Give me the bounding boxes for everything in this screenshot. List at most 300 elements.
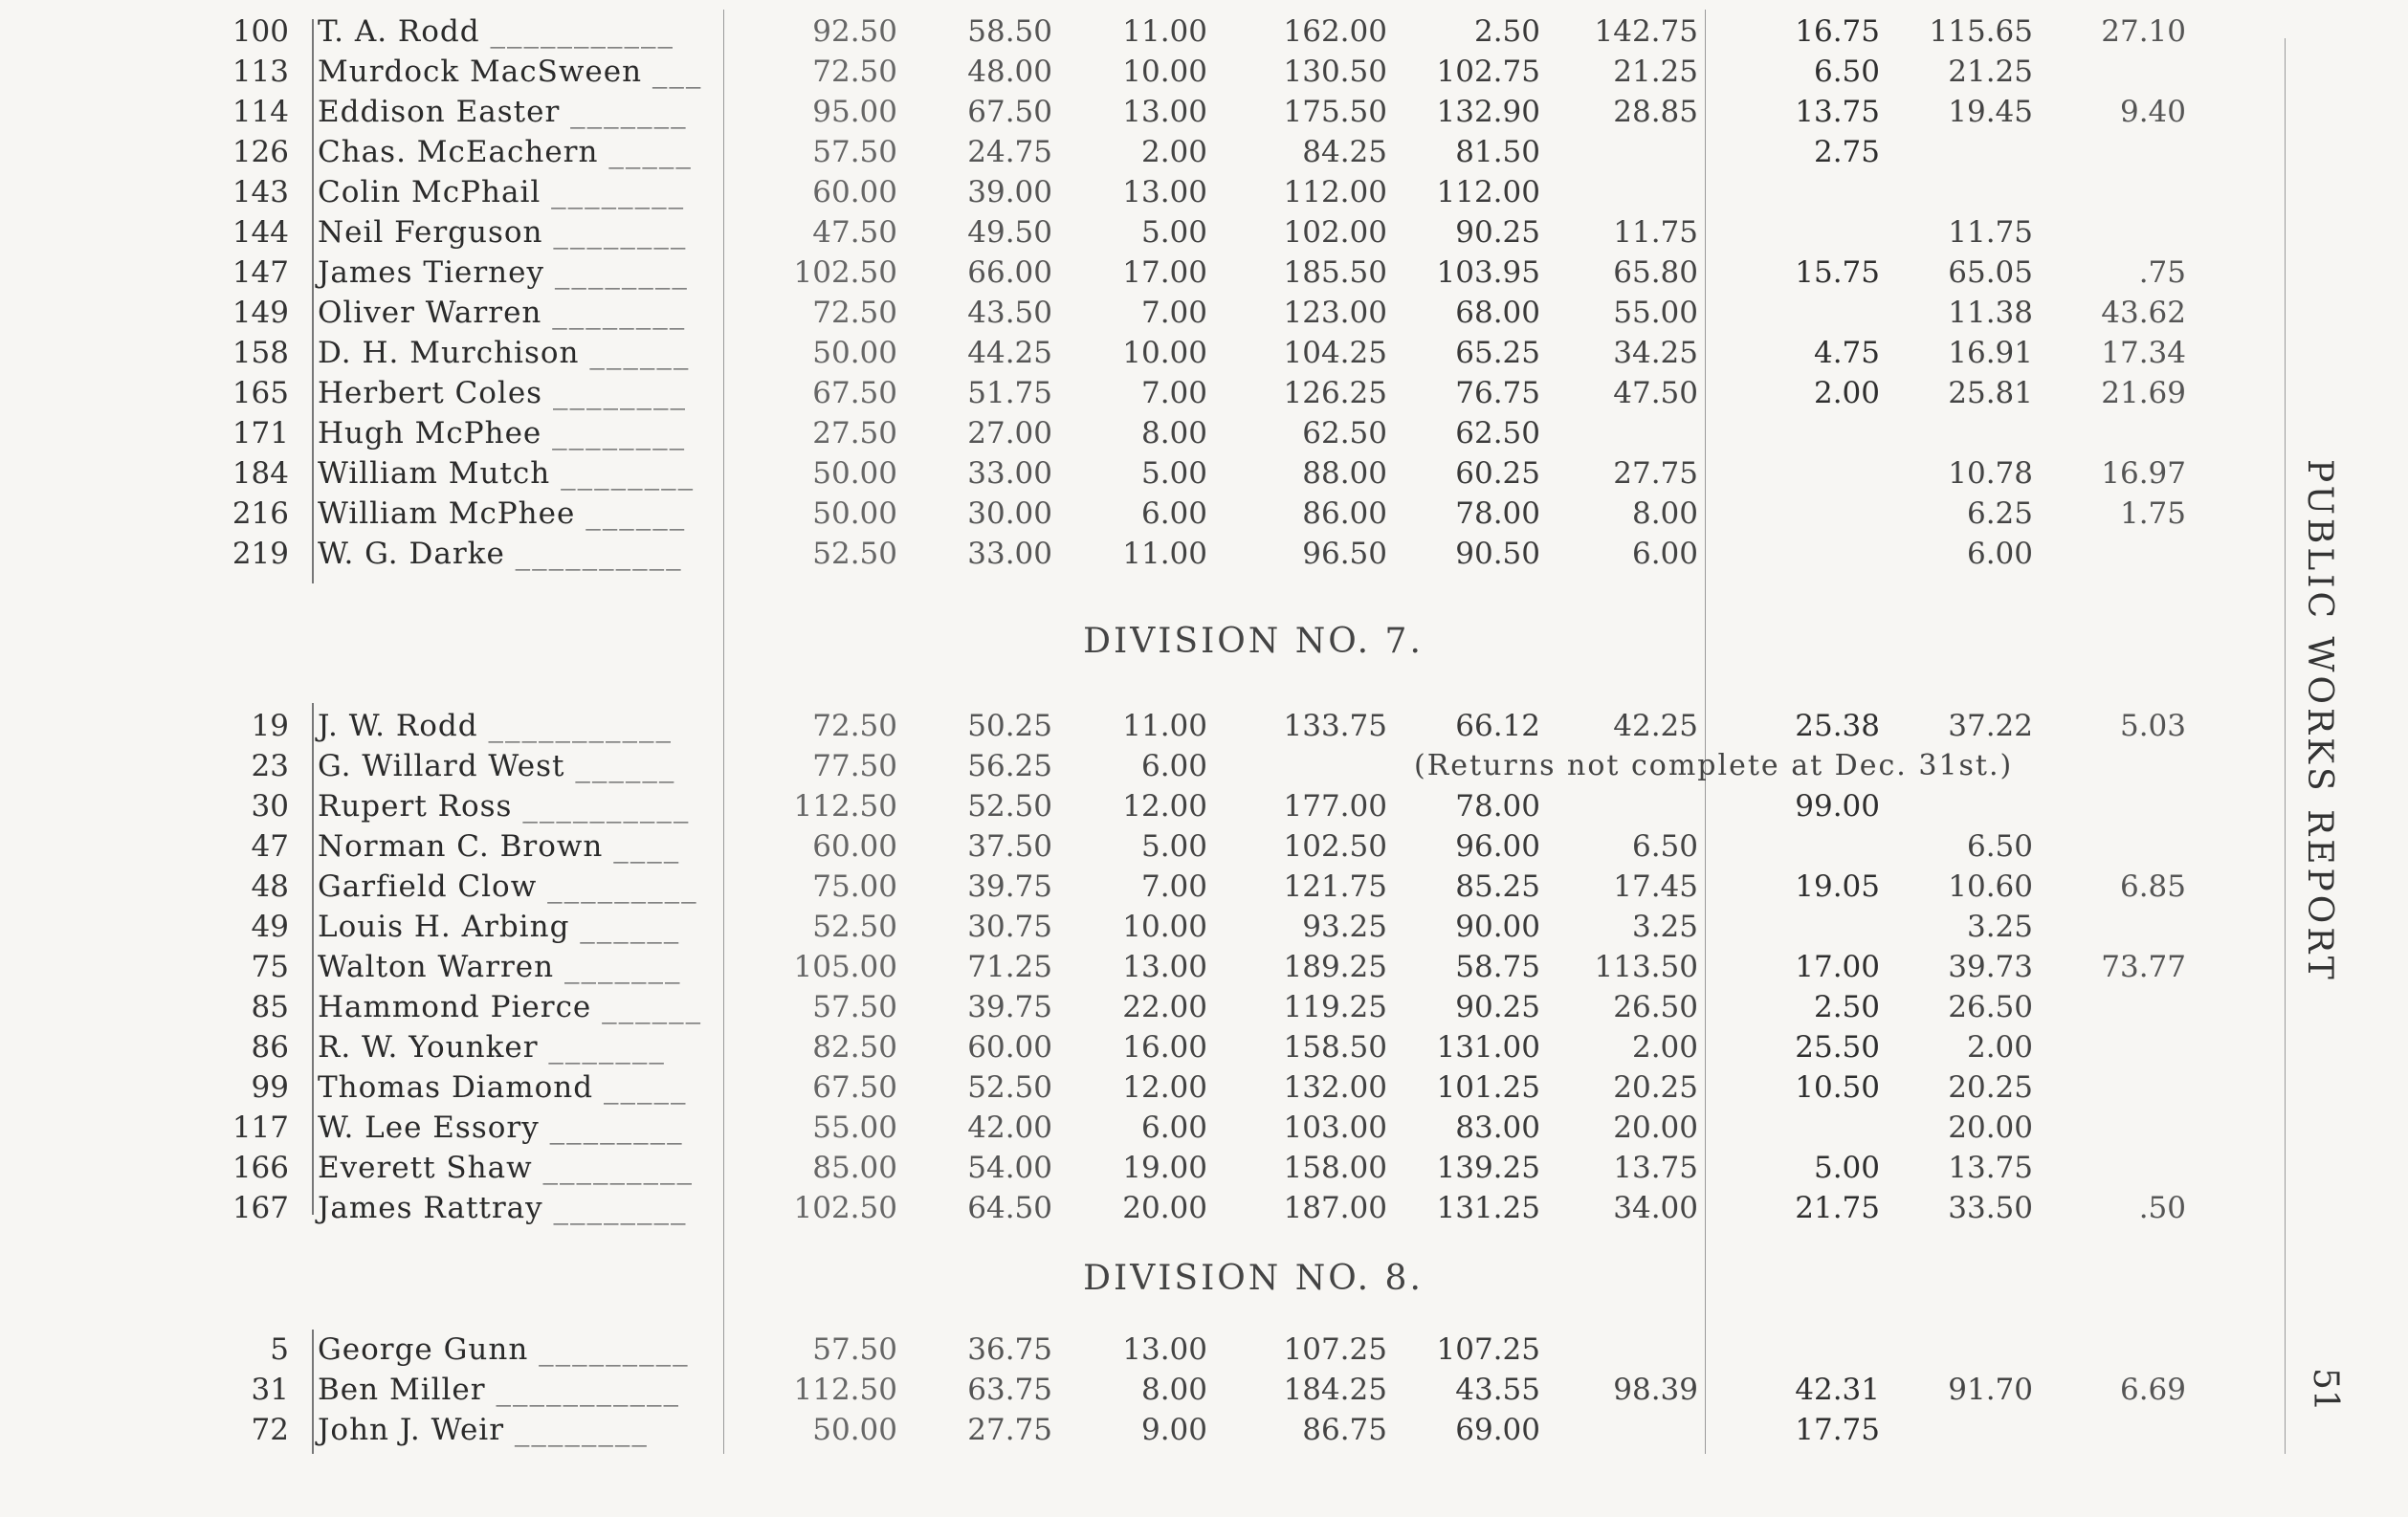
amount-cell: 6.50	[1966, 829, 2033, 864]
amount-cell: 75.00	[812, 869, 897, 904]
amount-cell: 21.75	[1795, 1191, 1880, 1225]
overseer-name: Ben Miller ___________	[318, 1373, 680, 1407]
amount-cell	[2047, 413, 2186, 453]
amount-cell: 30.75	[967, 910, 1052, 944]
amount-cell: 56.25	[967, 749, 1052, 783]
table-row	[0, 373, 2200, 413]
amount-cell: 27.00	[967, 416, 1052, 451]
amount-cell: 62.50	[1455, 416, 1540, 451]
table-row	[0, 413, 2200, 453]
road-number: 47	[251, 829, 289, 864]
amount-cell	[2047, 534, 2186, 574]
amount-cell: 34.00	[1613, 1191, 1698, 1225]
road-number: 48	[251, 869, 289, 904]
table-row	[0, 1370, 2200, 1410]
amount-cell: 52.50	[812, 537, 897, 571]
table-row	[0, 11, 2200, 52]
amount-cell: 102.75	[1436, 55, 1540, 89]
road-number: 117	[232, 1110, 289, 1145]
amount-cell: 64.50	[967, 1191, 1052, 1225]
road-number: 49	[251, 910, 289, 944]
amount-cell: 85.00	[812, 1151, 897, 1185]
page-number: 51	[2306, 1368, 2345, 1412]
amount-cell: 16.91	[1948, 336, 2033, 370]
amount-cell: 78.00	[1455, 789, 1540, 824]
running-head: PUBLIC WORKS REPORT	[2300, 459, 2339, 983]
road-number: 167	[232, 1191, 289, 1225]
road-number: 166	[232, 1151, 289, 1185]
road-number: 184	[232, 456, 289, 491]
amount-cell: 162.00	[1283, 14, 1387, 49]
division-heading: DIVISION NO. 8.	[1083, 1259, 1424, 1298]
amount-cell	[1722, 1108, 1880, 1148]
amount-cell: 139.25	[1436, 1151, 1540, 1185]
amount-cell: 6.50	[1813, 55, 1880, 89]
table-row	[0, 867, 2200, 907]
amount-cell: 7.00	[1140, 376, 1207, 410]
amount-cell: 47.50	[812, 215, 897, 250]
table-row	[0, 1108, 2200, 1148]
amount-cell: 19.00	[1122, 1151, 1207, 1185]
amount-cell: 13.75	[1613, 1151, 1698, 1185]
amount-cell: 28.85	[1613, 95, 1698, 129]
amount-cell: 48.00	[967, 55, 1052, 89]
amount-cell: 99.00	[1795, 789, 1880, 824]
table-row	[0, 987, 2200, 1027]
overseer-name: W. G. Darke __________	[318, 537, 683, 571]
amount-cell: 17.00	[1122, 255, 1207, 290]
amount-cell: 33.00	[967, 456, 1052, 491]
overseer-name: William Mutch ________	[318, 456, 696, 491]
amount-cell	[2047, 1108, 2186, 1148]
table-row	[0, 1188, 2200, 1228]
amount-cell: 20.25	[1948, 1070, 2033, 1105]
overseer-name: J. W. Rodd ___________	[318, 709, 673, 743]
amount-cell: 57.50	[812, 1332, 897, 1367]
amount-cell	[2047, 1330, 2186, 1370]
overseer-name: R. W. Younker _______	[318, 1030, 666, 1065]
overseer-name: G. Willard West ______	[318, 749, 676, 783]
amount-cell: 81.50	[1455, 135, 1540, 169]
amount-cell: 90.25	[1455, 990, 1540, 1024]
overseer-name: James Rattray ________	[318, 1191, 688, 1225]
amount-cell	[2047, 1027, 2186, 1067]
amount-cell: 2.50	[1813, 990, 1880, 1024]
amount-cell: 112.50	[793, 789, 897, 824]
amount-cell: 72.50	[812, 55, 897, 89]
amount-cell: 132.00	[1283, 1070, 1387, 1105]
amount-cell: 30.00	[967, 496, 1052, 531]
amount-cell: 12.00	[1122, 1070, 1207, 1105]
amount-cell	[1894, 172, 2033, 212]
amount-cell	[1722, 826, 1880, 867]
amount-cell: 11.38	[1948, 296, 2033, 330]
amount-cell: 27.75	[967, 1413, 1052, 1447]
amount-cell: 51.75	[967, 376, 1052, 410]
overseer-name: Herbert Coles ________	[318, 376, 687, 410]
amount-cell: 98.39	[1613, 1373, 1698, 1407]
amount-cell: 43.55	[1455, 1373, 1540, 1407]
amount-cell: 20.25	[1613, 1070, 1698, 1105]
amount-cell: 11.75	[1948, 215, 2033, 250]
amount-cell: 9.00	[1140, 1413, 1207, 1447]
road-number: 86	[251, 1030, 289, 1065]
amount-cell	[1722, 534, 1880, 574]
table-row	[0, 947, 2200, 987]
amount-cell	[1894, 132, 2033, 172]
amount-cell: 26.50	[1613, 990, 1698, 1024]
amount-cell: 5.00	[1813, 1151, 1880, 1185]
amount-cell: 65.80	[1613, 255, 1698, 290]
returns-note: (Returns not complete at Dec. 31st.)	[1414, 749, 2014, 782]
amount-cell: 52.50	[967, 1070, 1052, 1105]
amount-cell	[2047, 1410, 2186, 1450]
amount-cell: 103.00	[1283, 1110, 1387, 1145]
amount-cell: 96.00	[1455, 829, 1540, 864]
amount-cell: 17.34	[2101, 336, 2186, 370]
amount-cell: 184.25	[1283, 1373, 1387, 1407]
amount-cell: 66.00	[967, 255, 1052, 290]
road-number: 99	[251, 1070, 289, 1105]
amount-cell: 25.81	[1948, 376, 2033, 410]
amount-cell: .50	[2138, 1191, 2186, 1225]
amount-cell: 15.75	[1795, 255, 1880, 290]
table-row	[0, 253, 2200, 293]
road-number: 5	[270, 1332, 289, 1367]
amount-cell: 43.62	[2101, 296, 2186, 330]
amount-cell: 10.78	[1948, 456, 2033, 491]
amount-cell: 10.00	[1122, 55, 1207, 89]
road-number: 147	[232, 255, 289, 290]
amount-cell: 4.75	[1813, 336, 1880, 370]
amount-cell: 189.25	[1283, 950, 1387, 984]
amount-cell: 42.31	[1795, 1373, 1880, 1407]
amount-cell: 44.25	[967, 336, 1052, 370]
amount-cell	[2047, 826, 2186, 867]
amount-cell: 6.50	[1631, 829, 1698, 864]
amount-cell: 57.50	[812, 135, 897, 169]
amount-cell: 10.00	[1122, 910, 1207, 944]
overseer-name: Garfield Clow _________	[318, 869, 698, 904]
overseer-name: Oliver Warren ________	[318, 296, 687, 330]
amount-cell: 6.00	[1966, 537, 2033, 571]
amount-cell: 33.00	[967, 537, 1052, 571]
overseer-name: Walton Warren _______	[318, 950, 682, 984]
amount-cell: 55.00	[812, 1110, 897, 1145]
table-row	[0, 786, 2200, 826]
amount-cell: 19.45	[1948, 95, 2033, 129]
amount-cell: 50.00	[812, 336, 897, 370]
amount-cell: 93.25	[1302, 910, 1387, 944]
amount-cell: 6.25	[1966, 496, 2033, 531]
road-number: 114	[232, 95, 289, 129]
amount-cell: 105.00	[793, 950, 897, 984]
amount-cell: 3.25	[1966, 910, 2033, 944]
amount-cell	[2047, 132, 2186, 172]
division-heading: DIVISION NO. 7.	[1083, 622, 1424, 661]
amount-cell: 52.50	[967, 789, 1052, 824]
amount-cell: 11.75	[1613, 215, 1698, 250]
amount-cell: 58.75	[1455, 950, 1540, 984]
amount-cell: 2.00	[1140, 135, 1207, 169]
amount-cell: 50.00	[812, 1413, 897, 1447]
amount-cell: 82.50	[812, 1030, 897, 1065]
amount-cell: .75	[2138, 255, 2186, 290]
table-row	[0, 52, 2200, 92]
amount-cell: 9.40	[2119, 95, 2186, 129]
amount-cell: 20.00	[1948, 1110, 2033, 1145]
amount-cell: 107.25	[1283, 1332, 1387, 1367]
amount-cell: 39.73	[1948, 950, 2033, 984]
amount-cell	[1894, 1410, 2033, 1450]
overseer-name: Colin McPhail ________	[318, 175, 686, 209]
amount-cell: 57.50	[812, 990, 897, 1024]
amount-cell	[2047, 52, 2186, 92]
amount-cell: 17.75	[1795, 1413, 1880, 1447]
road-number: 158	[232, 336, 289, 370]
amount-cell: 119.25	[1283, 990, 1387, 1024]
table-row	[0, 1148, 2200, 1188]
amount-cell: 90.50	[1455, 537, 1540, 571]
amount-cell	[1722, 293, 1880, 333]
amount-cell: 58.50	[967, 14, 1052, 49]
amount-cell: 107.25	[1436, 1332, 1540, 1367]
amount-cell: 2.00	[1966, 1030, 2033, 1065]
amount-cell: 27.75	[1613, 456, 1698, 491]
amount-cell: 34.25	[1613, 336, 1698, 370]
amount-cell	[1722, 172, 1880, 212]
amount-cell: 13.00	[1122, 95, 1207, 129]
amount-cell: 6.69	[2119, 1373, 2186, 1407]
amount-cell	[1722, 907, 1880, 947]
amount-cell: 12.00	[1122, 789, 1207, 824]
amount-cell: 2.75	[1813, 135, 1880, 169]
amount-cell: 7.00	[1140, 869, 1207, 904]
amount-cell: 60.00	[812, 175, 897, 209]
amount-cell: 36.75	[967, 1332, 1052, 1367]
amount-cell: 60.00	[967, 1030, 1052, 1065]
amount-cell: 130.50	[1283, 55, 1387, 89]
table-row	[0, 1410, 2200, 1450]
amount-cell: 33.50	[1948, 1191, 2033, 1225]
amount-cell: 11.00	[1122, 14, 1207, 49]
amount-cell: 112.50	[793, 1373, 897, 1407]
road-number: 126	[232, 135, 289, 169]
amount-cell: 39.00	[967, 175, 1052, 209]
amount-cell: 2.00	[1813, 376, 1880, 410]
amount-cell	[1550, 1330, 1698, 1370]
amount-cell: 92.50	[812, 14, 897, 49]
amount-cell: 8.00	[1140, 416, 1207, 451]
table-row	[0, 746, 2200, 786]
amount-cell: 37.22	[1948, 709, 2033, 743]
amount-cell: 2.00	[1631, 1030, 1698, 1065]
amount-cell: 6.00	[1140, 749, 1207, 783]
amount-cell: 6.00	[1140, 496, 1207, 531]
amount-cell: 68.00	[1455, 296, 1540, 330]
road-number: 75	[251, 950, 289, 984]
amount-cell: 84.25	[1302, 135, 1387, 169]
amount-cell: 16.00	[1122, 1030, 1207, 1065]
overseer-name: Everett Shaw _________	[318, 1151, 694, 1185]
amount-cell: 55.00	[1613, 296, 1698, 330]
amount-cell: 86.75	[1302, 1413, 1387, 1447]
amount-cell: 50.00	[812, 456, 897, 491]
amount-cell	[1722, 494, 1880, 534]
road-number: 219	[232, 537, 289, 571]
amount-cell: 37.50	[967, 829, 1052, 864]
amount-cell: 131.25	[1436, 1191, 1540, 1225]
amount-cell: 102.00	[1283, 215, 1387, 250]
amount-cell	[1550, 172, 1698, 212]
amount-cell: 13.75	[1948, 1151, 2033, 1185]
amount-cell: 2.50	[1473, 14, 1540, 49]
table-row	[0, 212, 2200, 253]
amount-cell	[2047, 172, 2186, 212]
amount-cell: 26.50	[1948, 990, 2033, 1024]
amount-cell: 66.12	[1455, 709, 1540, 743]
amount-cell: 3.25	[1631, 910, 1698, 944]
amount-cell: 24.75	[967, 135, 1052, 169]
amount-cell: 10.60	[1948, 869, 2033, 904]
amount-cell: 132.90	[1436, 95, 1540, 129]
amount-cell: 95.00	[812, 95, 897, 129]
road-number: 19	[251, 709, 289, 743]
amount-cell: 72.50	[812, 296, 897, 330]
amount-cell: 8.00	[1631, 496, 1698, 531]
table-row	[0, 333, 2200, 373]
amount-cell: 71.25	[967, 950, 1052, 984]
amount-cell: 133.75	[1283, 709, 1387, 743]
amount-cell: 21.25	[1613, 55, 1698, 89]
road-number: 216	[232, 496, 289, 531]
amount-cell: 112.00	[1436, 175, 1540, 209]
amount-cell: 102.50	[1283, 829, 1387, 864]
table-row	[0, 494, 2200, 534]
amount-cell	[1722, 212, 1880, 253]
amount-cell: 21.69	[2101, 376, 2186, 410]
amount-cell: 86.00	[1302, 496, 1387, 531]
amount-cell: 60.00	[812, 829, 897, 864]
amount-cell: 13.00	[1122, 175, 1207, 209]
overseer-name: James Tierney ________	[318, 255, 689, 290]
amount-cell: 6.00	[1631, 537, 1698, 571]
amount-cell	[1722, 413, 1880, 453]
amount-cell: 16.97	[2101, 456, 2186, 491]
amount-cell	[1894, 786, 2033, 826]
amount-cell: 11.00	[1122, 537, 1207, 571]
amount-cell: 78.00	[1455, 496, 1540, 531]
overseer-name: Rupert Ross __________	[318, 789, 691, 824]
amount-cell: 19.05	[1795, 869, 1880, 904]
amount-cell: 63.75	[967, 1373, 1052, 1407]
amount-cell: 6.85	[2119, 869, 2186, 904]
table-row	[0, 1067, 2200, 1108]
amount-cell: 65.05	[1948, 255, 2033, 290]
table-row	[0, 1027, 2200, 1067]
overseer-name: George Gunn _________	[318, 1332, 690, 1367]
road-number: 149	[232, 296, 289, 330]
amount-cell: 11.00	[1122, 709, 1207, 743]
amount-cell	[1722, 453, 1880, 494]
road-number: 165	[232, 376, 289, 410]
amount-cell: 90.00	[1455, 910, 1540, 944]
table-row	[0, 534, 2200, 574]
amount-cell: 112.00	[1283, 175, 1387, 209]
table-row	[0, 132, 2200, 172]
table-row	[0, 907, 2200, 947]
amount-cell: 42.00	[967, 1110, 1052, 1145]
amount-cell: 158.00	[1283, 1151, 1387, 1185]
amount-cell: 177.00	[1283, 789, 1387, 824]
amount-cell	[1894, 1330, 2033, 1370]
amount-cell: 16.75	[1795, 14, 1880, 49]
amount-cell: 10.00	[1122, 336, 1207, 370]
amount-cell: 185.50	[1283, 255, 1387, 290]
amount-cell: 54.00	[967, 1151, 1052, 1185]
amount-cell: 67.50	[967, 95, 1052, 129]
table-row	[0, 706, 2200, 746]
amount-cell: 88.00	[1302, 456, 1387, 491]
overseer-name: Hammond Pierce ______	[318, 990, 703, 1024]
amount-cell	[1722, 1330, 1880, 1370]
amount-cell: 121.75	[1283, 869, 1387, 904]
road-number: 100	[232, 14, 289, 49]
amount-cell	[2047, 987, 2186, 1027]
amount-cell: 21.25	[1948, 55, 2033, 89]
amount-cell	[2047, 786, 2186, 826]
amount-cell: 27.50	[812, 416, 897, 451]
amount-cell: 96.50	[1302, 537, 1387, 571]
amount-cell	[1550, 132, 1698, 172]
table-row	[0, 293, 2200, 333]
amount-cell: 52.50	[812, 910, 897, 944]
amount-cell: 77.50	[812, 749, 897, 783]
overseer-name: Eddison Easter _______	[318, 95, 688, 129]
overseer-name: Murdock MacSween ___	[318, 55, 703, 89]
amount-cell	[1550, 1410, 1698, 1450]
amount-cell: 103.95	[1436, 255, 1540, 290]
amount-cell: 25.50	[1795, 1030, 1880, 1065]
overseer-name: W. Lee Essory ________	[318, 1110, 684, 1145]
road-number: 31	[251, 1373, 289, 1407]
overseer-name: Chas. McEachern _____	[318, 135, 693, 169]
amount-cell	[2047, 212, 2186, 253]
amount-cell: 101.25	[1436, 1070, 1540, 1105]
amount-cell: 69.00	[1455, 1413, 1540, 1447]
amount-cell: 17.45	[1613, 869, 1698, 904]
overseer-name: Louis H. Arbing ______	[318, 910, 681, 944]
amount-cell: 142.75	[1594, 14, 1698, 49]
amount-cell: 131.00	[1436, 1030, 1540, 1065]
amount-cell: 22.00	[1122, 990, 1207, 1024]
amount-cell: 115.65	[1929, 14, 2033, 49]
overseer-name: Hugh McPhee ________	[318, 416, 687, 451]
road-number: 113	[232, 55, 289, 89]
table-row	[0, 1330, 2200, 1370]
amount-cell: 13.75	[1795, 95, 1880, 129]
amount-cell: 60.25	[1455, 456, 1540, 491]
amount-cell: 13.00	[1122, 950, 1207, 984]
amount-cell: 187.00	[1283, 1191, 1387, 1225]
road-number: 85	[251, 990, 289, 1024]
amount-cell: 126.25	[1283, 376, 1387, 410]
amount-cell: 123.00	[1283, 296, 1387, 330]
overseer-name: Neil Ferguson ________	[318, 215, 688, 250]
amount-cell: 76.75	[1455, 376, 1540, 410]
amount-cell: 5.00	[1140, 215, 1207, 250]
amount-cell: 158.50	[1283, 1030, 1387, 1065]
